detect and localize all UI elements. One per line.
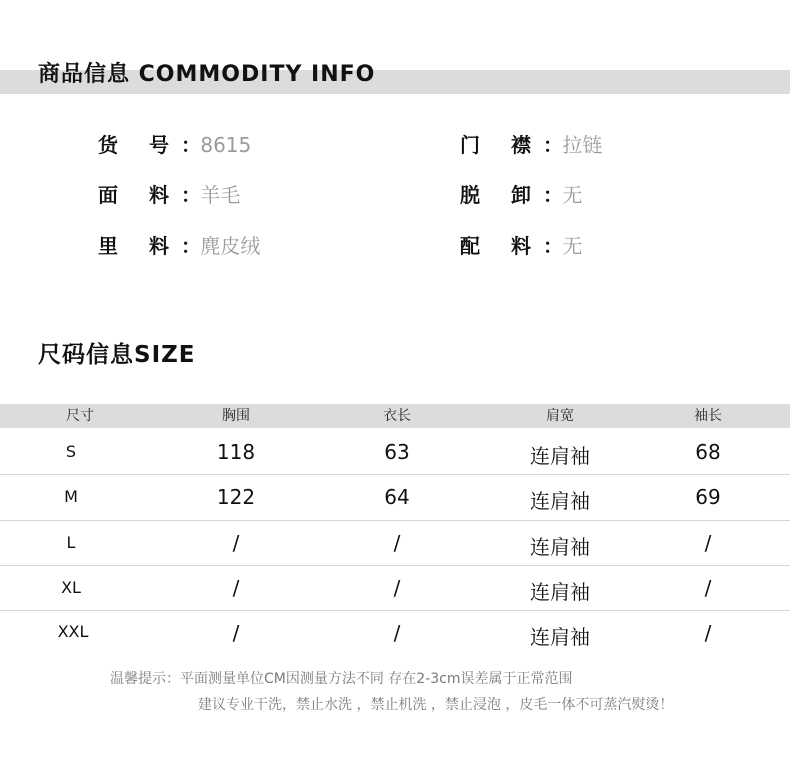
care-note-line-2: 建议专业干洗，禁止水洗 ，禁止机洗 ，禁止浸泡 ，皮毛一体不可蒸汽熨烫！	[198, 697, 674, 713]
cell-length: 64	[384, 485, 410, 509]
header-length: 衣长	[383, 408, 411, 424]
row-divider	[0, 565, 790, 566]
row-divider	[0, 610, 790, 611]
size-info-title: 尺码信息SIZE	[38, 342, 196, 368]
cell-shoulder: 连肩袖	[530, 580, 590, 604]
info-value: 羊毛	[200, 183, 241, 207]
cell-chest: 118	[216, 440, 256, 464]
row-divider	[0, 520, 790, 521]
cell-chest: 122	[216, 485, 256, 509]
info-value: 拉链	[562, 133, 603, 157]
info-row-fabric	[98, 181, 240, 209]
cell-shoulder: 连肩袖	[530, 535, 590, 559]
info-row-placket	[460, 131, 602, 159]
cell-shoulder: 连肩袖	[530, 489, 590, 513]
row-divider	[0, 474, 790, 475]
cell-length: 63	[384, 440, 410, 464]
cell-chest: /	[232, 531, 240, 555]
info-row-accessories	[460, 232, 582, 260]
cell-size: M	[64, 487, 78, 506]
info-row-detachable	[460, 181, 582, 209]
cell-size: XL	[61, 578, 81, 597]
cell-chest: /	[232, 621, 240, 645]
header-sleeve: 袖长	[694, 408, 722, 424]
cell-chest: /	[232, 576, 240, 600]
cell-length: /	[393, 531, 401, 555]
info-value: 8615	[200, 133, 252, 157]
info-value: 麂皮绒	[200, 234, 261, 258]
info-label: 面 料：	[98, 183, 201, 207]
commodity-info-title: 商品信息 COMMODITY INFO	[38, 62, 376, 87]
cell-size: S	[65, 442, 77, 461]
cell-shoulder: 连肩袖	[530, 625, 590, 649]
header-size: 尺寸	[66, 408, 94, 424]
cell-length: /	[393, 576, 401, 600]
info-value: 无	[562, 234, 583, 258]
info-label: 配 料：	[460, 234, 563, 258]
cell-sleeve: /	[704, 531, 712, 555]
header-shoulder: 肩宽	[546, 408, 574, 424]
info-label: 脱 卸：	[460, 183, 563, 207]
cell-shoulder: 连肩袖	[530, 444, 590, 468]
cell-sleeve: 68	[695, 440, 721, 464]
info-value: 无	[562, 183, 583, 207]
info-label: 门 襟：	[460, 133, 563, 157]
info-row-lining	[98, 232, 260, 260]
cell-sleeve: /	[704, 621, 712, 645]
header-chest: 胸围	[222, 408, 250, 424]
info-label: 里 料：	[98, 234, 201, 258]
care-note-line-1: 温馨提示：平面测量单位CM因测量方法不同 存在2-3cm误差属于正常范围	[110, 671, 573, 687]
info-label: 货 号：	[98, 133, 201, 157]
cell-sleeve: /	[704, 576, 712, 600]
cell-length: /	[393, 621, 401, 645]
cell-size: XXL	[57, 622, 89, 641]
info-row-item-no	[98, 131, 251, 159]
cell-sleeve: 69	[695, 485, 721, 509]
cell-size: L	[66, 533, 76, 552]
